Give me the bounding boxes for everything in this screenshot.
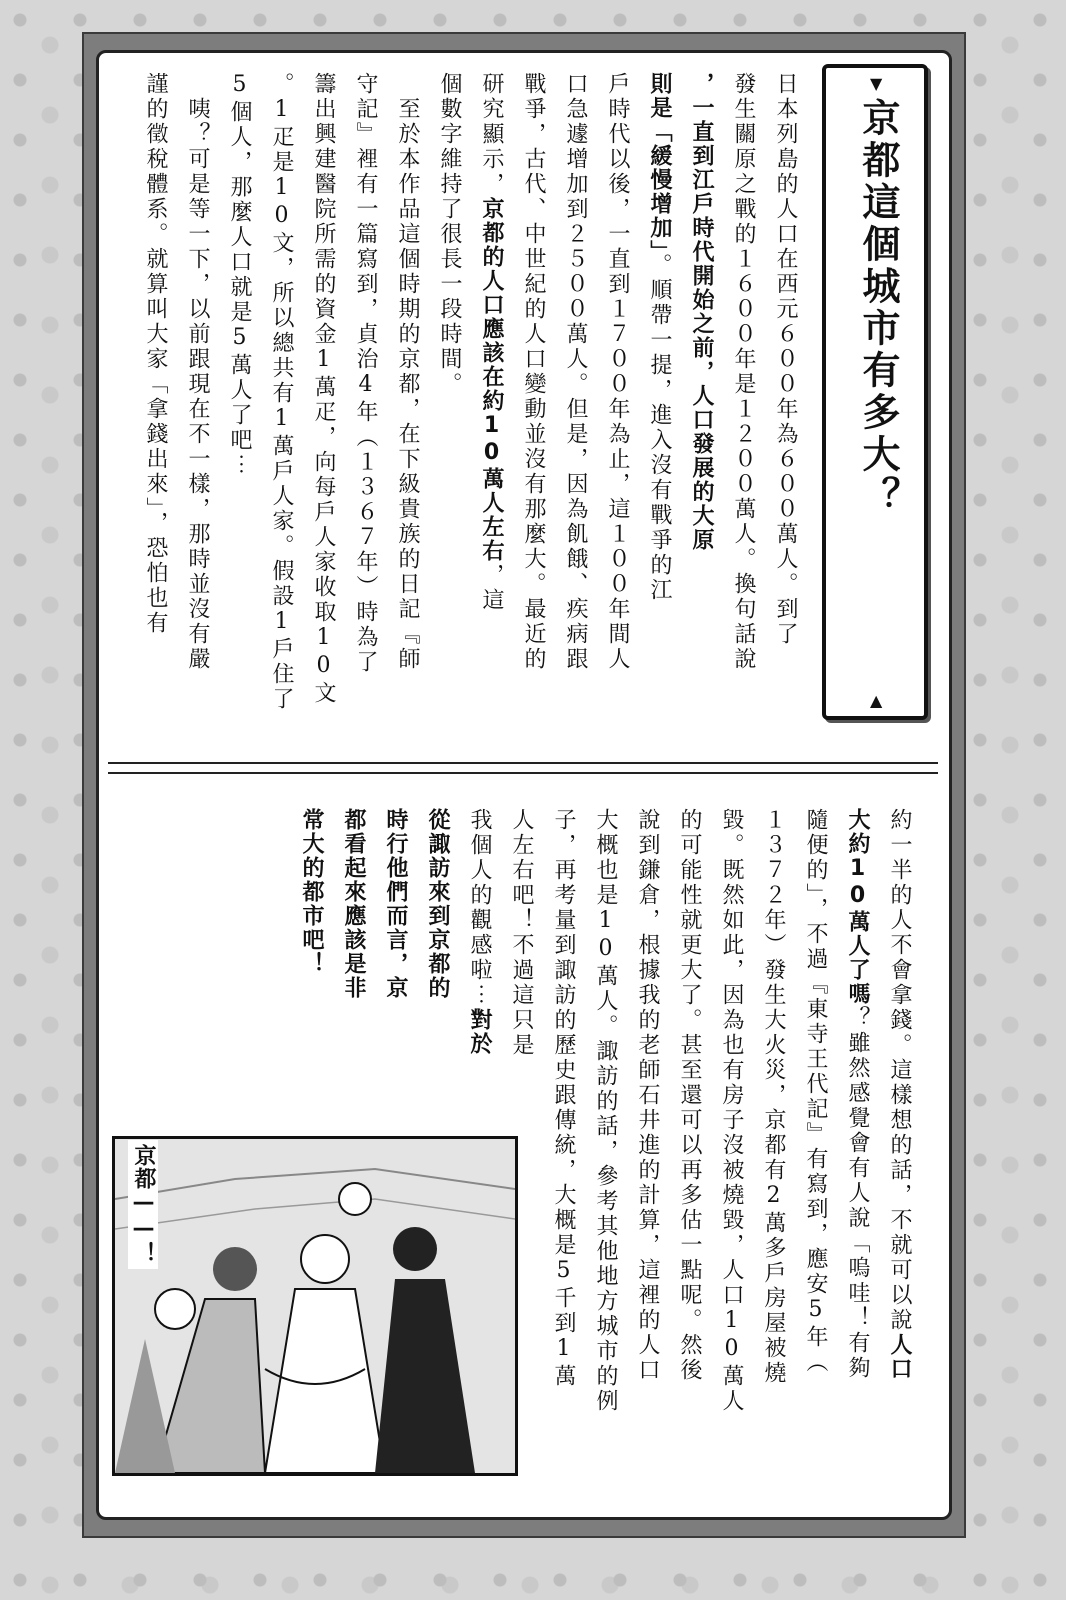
text-run: 發生關原之戰的１６００年是１２００萬人。換句話說 (731, 72, 756, 672)
text-column (878, 808, 920, 1488)
text-column (794, 808, 836, 1488)
triangle-down-icon: ▼ (870, 74, 883, 93)
text-run: 至於本作品這個時期的京都，在下級貴族的日記『師 (395, 72, 420, 672)
text-run: 戶時代以後，一直到１７００年為止，這１００年間人 (605, 72, 630, 672)
text-run: 日本列島的人口在西元６００年為６００萬人。到了 (773, 72, 798, 647)
text-column (302, 72, 344, 740)
text-run: 大概也是10萬人。諏訪的話，參考其他地方城市的例 (593, 808, 618, 1414)
text-column (668, 808, 710, 1488)
text-run: 口急遽增加到２５００萬人。但是，因為飢餓、疾病跟 (563, 72, 588, 672)
bold-text: 從諏訪來到京都的 (425, 808, 450, 1000)
text-run: 個數字維持了很長一段時間。 (437, 72, 462, 397)
text-column (722, 72, 764, 740)
text-column (584, 808, 626, 1488)
bold-text: 時行他們而言，京 (383, 808, 408, 1000)
text-column (554, 72, 596, 740)
text-column (542, 808, 584, 1488)
manga-illustration (112, 1136, 518, 1476)
text-run: 咦？可是等一下，以前跟現在不一樣，那時並沒有嚴 (185, 72, 210, 672)
text-run: 研究顯示， (479, 72, 504, 197)
text-column (218, 72, 260, 740)
title-box (822, 64, 928, 720)
text-column (764, 72, 806, 740)
text-run: 5個人，那麼人口就是5萬人了吧⋯ (227, 72, 252, 478)
bold-text: 人口 (887, 1333, 912, 1381)
text-column (512, 72, 554, 740)
text-run: 。1疋是10文，所以總共有1萬戶人家。假設1戶住了 (269, 72, 294, 712)
text-run: 子，再考量到諏訪的歷史跟傳統，大概是5千到1萬 (551, 808, 576, 1389)
text-column (680, 72, 722, 740)
text-run: 的可能性就更大了。甚至還可以再多估一點呢。然後 (677, 808, 702, 1383)
bold-text: 都看起來應該是非 (341, 808, 366, 1000)
top-article-text (116, 72, 806, 740)
text-run: 謹的徵稅體系。就算叫大家「拿錢出來」，恐怕也有 (143, 72, 168, 636)
text-column (176, 72, 218, 740)
text-column (710, 808, 752, 1488)
text-run: 人左右吧！不過這只是 (509, 808, 534, 1058)
text-run: 戰爭，古代、中世紀的人口變動並沒有那麼大。最近的 (521, 72, 546, 672)
text-column (260, 72, 302, 740)
text-column (626, 808, 668, 1488)
bold-text: 對於 (467, 1008, 492, 1056)
section-divider (108, 762, 938, 764)
text-run: １３７２年）發生大火災，京都有2萬多戶房屋被燒 (761, 808, 786, 1386)
text-column (386, 72, 428, 740)
text-run: 隨便的」，不過『東寺王代記』有寫到，應安5年（ (803, 808, 828, 1375)
text-run: 我個人的觀感啦⋯ (467, 808, 492, 1008)
section-divider (108, 772, 938, 774)
text-column (470, 72, 512, 740)
text-run: 約一半的人不會拿錢。這樣想的話，不就可以說 (887, 808, 912, 1333)
bold-text: 常大的都市吧！ (299, 808, 324, 976)
text-column (638, 72, 680, 740)
text-column (752, 808, 794, 1488)
crowd-illustration (115, 1139, 515, 1473)
bold-text: 則是「緩慢增加」 (647, 72, 672, 253)
triangle-up-icon: ▲ (870, 691, 883, 710)
text-run: ，這 (479, 563, 504, 613)
speech-bubble: 京都——！ (128, 1140, 158, 1269)
text-run: 籌出興建醫院所需的資金1萬疋，向每戶人家收取10文 (311, 72, 336, 706)
text-column (428, 72, 470, 740)
text-column (134, 72, 176, 740)
text-run: 。順帶一提，進入沒有戰爭的江 (647, 253, 672, 603)
text-run: 守記』裡有一篇寫到，貞治4年（１３６７年）時為了 (353, 72, 378, 675)
bold-text: 京都的人口應該在約10萬人左右 (479, 197, 504, 563)
text-column (596, 72, 638, 740)
bold-text: ，一直到江戶時代開始之前，人口發展的大原 (689, 72, 714, 552)
text-run: ？雖然感覺會有人說「嗚哇！有夠 (845, 1006, 870, 1381)
text-run: 毀。既然如此，因為也有房子沒被燒毀，人口10萬人 (719, 808, 744, 1414)
text-column (836, 808, 878, 1488)
bold-text: 大約10萬人了嗎 (845, 808, 870, 1006)
page-title: 京都這個城市有多大？ (856, 98, 900, 518)
text-column (344, 72, 386, 740)
text-run: 說到鎌倉，根據我的老師石井進的計算，這裡的人口 (635, 808, 660, 1383)
